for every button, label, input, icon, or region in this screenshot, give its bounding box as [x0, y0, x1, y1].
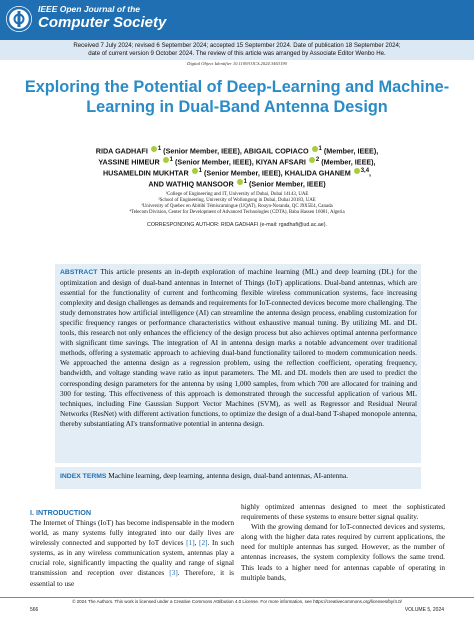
index-terms-text: Machine learning, deep learning, antenna design, dual-band antennas, AI-antenna. — [108, 471, 348, 480]
intro-left-column — [30, 518, 234, 589]
doi: Digital Object Identifier 10.1109/OJCS.2024.3463190 — [187, 61, 287, 66]
orcid-icon[interactable] — [312, 146, 318, 152]
affiliation-marker: 1 — [169, 157, 174, 163]
author-name: (Senior Member, IEEE), KHALIDA GHANEM — [204, 168, 351, 178]
author-name: (Senior Member, IEEE), KIYAN AFSARI — [175, 157, 306, 167]
citation-link[interactable]: [1] — [186, 538, 195, 548]
index-terms — [60, 471, 417, 482]
index-terms-label: INDEX TERMS — [60, 473, 107, 480]
author-name: RIDA GADHAFI — [95, 146, 148, 156]
orcid-icon[interactable] — [354, 168, 360, 174]
body-text: With the growing demand for IoT-connected devices and systems, along with the higher data rates required by current applications, the need for multiple antennas has surged. However, as the number of antennas increases, the system complexity follows the same trend. This leads to a higher need for antennas capable of operating in multiple bands, — [241, 522, 445, 582]
abstract-label: ABSTRACT — [60, 269, 98, 276]
affiliation: ⁴Telecom Division, Center for Development of Advanced Technologies (CDTA), Baba Hassen 16081, Algeria — [129, 210, 345, 215]
publication-dates: Received 7 July 2024; revised 6 September 2024; accepted 15 September 2024. Date of publication 18 September 2024; — [73, 42, 401, 49]
affiliation-marker: 2 — [315, 157, 320, 163]
editor-note: date of current version 9 October 2024. The review of this article was arranged by Associate Editor Wenbo He. — [88, 50, 386, 57]
author-name: HUSAMELDIN MUKHTAR — [102, 168, 189, 178]
affiliation-marker: 1 — [243, 179, 247, 185]
body-text: highly optimized antennas designed to meet the sophisticated requirements of these systems to ensure better signal quality. — [241, 502, 445, 522]
journal-logo — [6, 6, 32, 32]
orcid-icon[interactable] — [309, 157, 315, 163]
body-text: , — [194, 538, 200, 548]
abstract-text: This article presents an in-depth exploration of machine learning (ML) and deep learning (DL) for the optimization and design of dual-band antennas in Internet of Things (IoT) applications. Dual-band antennas, which are essential for the functionality of current and forthcoming flexible wireless communication systems, face increasing complexity and design challenges as demands and requirements for IoT-connected devices become more challenging. The study demonstrates how artificial intelligence (AI) can streamline the antenna design process, enabling customization for specific frequency ranges or performance characteristics without exhaustive manual tuning. By utilizing ML and DL tools, this research not only enhances the efficiency of the design process but also achieves optimal antenna performance with significant time savings. The integration of AI in antenna design marks a notable advancement over traditional methods, offering a systematic approach to achieving dual-band functionality tailored to modern communication needs. We approached the antenna design as a regression problem, using the reflection coefficient, operating frequency, bandwidth, and voltage standing wave ratio as input parameters. The ML and DL models then are used to predict the corresponding design parameters for the antenna by using 1,000 samples, from which 700 are allocated for training and 300 for testing. This effectiveness of this approach is demonstrated through the successful application of various ML techniques, including Fine Gaussian Support Vector Machines (SVM), as well as Regressor and Residual Neural Networks (ResNet) with different activation functions, to optimize the design of a dual-band T-shaped monopole antenna, thereby substantiating AI's transformative potential in antenna design. — [60, 267, 417, 428]
body-text: . In such systems, as in any wireless communication system, antennas play a crucial role, significantly impacting the quality and range of signal transmission and reception over distances — [30, 538, 234, 578]
orcid-icon[interactable] — [151, 146, 157, 152]
affiliation-marker: 1 — [157, 146, 162, 152]
footer-rule — [0, 597, 474, 598]
abstract — [60, 267, 417, 429]
author-name: AND WATHIQ MANSOOR — [148, 179, 234, 189]
author-name: (Member, IEEE), — [323, 146, 379, 156]
author-line-4 — [30, 177, 444, 190]
author-name: (Member, IEEE), — [321, 157, 376, 167]
citation-link[interactable]: [2] — [199, 538, 208, 548]
journal-name: Computer Society — [38, 14, 167, 31]
author-separator: , — [369, 168, 372, 178]
author-name: YASSINE HIMEUR — [98, 157, 160, 167]
author-name: (Senior Member, IEEE) — [248, 179, 326, 189]
journal-name-small: IEEE Open Journal of the — [38, 4, 141, 14]
affiliation-marker: 1 — [318, 146, 322, 152]
paper-title: Exploring the Potential of Deep-Learning and Machine-Learning in Dual-Band Antenna Design — [24, 78, 450, 116]
affiliation-marker: 1 — [198, 168, 202, 174]
citation-link[interactable]: [3] — [169, 568, 178, 578]
corresponding-author: CORRESPONDING AUTHOR: RIDA GADHAFI (e-mail: rgadhafi@ud.ac.ae). — [147, 222, 327, 228]
author-name: (Senior Member, IEEE), ABIGAIL COPIACO — [163, 146, 309, 156]
intro-right-column — [241, 502, 445, 583]
section-heading: I. INTRODUCTION — [30, 508, 92, 517]
affiliation-marker: 3,4 — [360, 168, 370, 174]
affiliation: ²School of Engineering, University of Wollongong in Dubai, Dubai 20183, UAE — [158, 198, 316, 203]
body-text: . Therefore, it is essential to use — [30, 568, 234, 588]
license-notice: © 2024 The Authors. This work is licensed under a Creative Commons Attribution 4.0 License. For more information, see https://creativecommons.org/licenses/by/4.0/ — [72, 599, 402, 604]
page-number: 566 — [30, 607, 39, 613]
affiliation: ³University of Quebec en Abitibi Témiscamingue (UQAT), Rouyn-Noranda, QC J9X5E4, Canada — [141, 204, 333, 209]
orcid-icon[interactable] — [163, 157, 169, 163]
orcid-icon[interactable] — [237, 179, 243, 185]
volume-info: VOLUME 5, 2024 — [404, 607, 444, 613]
body-text: The Internet of Things (IoT) has become indispensable in the modern world, as many systems fully integrated into our daily lives are wirelessly connected and supported by IoT devices — [30, 518, 234, 548]
orcid-icon[interactable] — [192, 168, 198, 174]
affiliation: ¹College of Engineering and IT, University of Dubai, Dubai 14143, UAE — [165, 192, 309, 197]
